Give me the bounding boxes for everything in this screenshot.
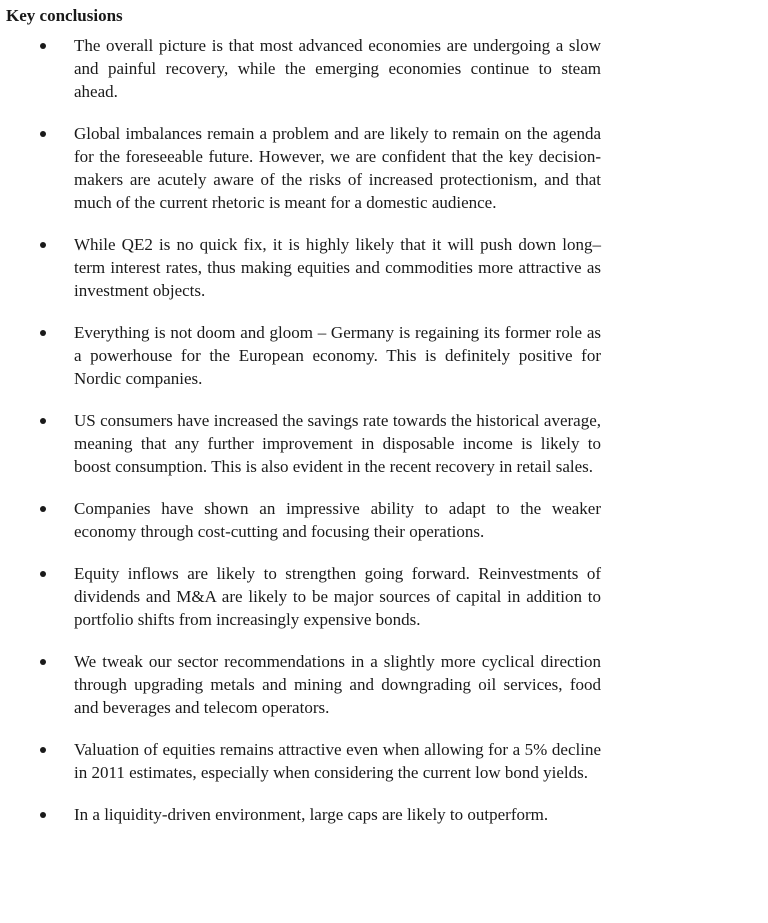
list-item-text: Equity inflows are likely to strengthen going forward. Reinvestments of dividends and M&A are likely to be major sources of capital in addition to portfolio shifts from increasingly expensive bonds. xyxy=(74,564,601,629)
list-item xyxy=(0,650,768,719)
list-item xyxy=(0,233,768,302)
conclusions-list xyxy=(0,34,768,845)
list-item-text: US consumers have increased the savings rate towards the historical average, meaning that any further improvement in disposable income is likely to boost consumption. This is also evident in the recent recovery in retail sales. xyxy=(74,411,601,476)
list-item-text: Companies have shown an impressive ability to adapt to the weaker economy through cost-cutting and focusing their operations. xyxy=(74,499,601,541)
bullet-icon xyxy=(40,330,46,336)
list-item xyxy=(0,497,768,543)
bullet-icon xyxy=(40,659,46,665)
list-item-text: We tweak our sector recommendations in a slightly more cyclical direction through upgrading metals and mining and downgrading oil services, food and beverages and telecom operators. xyxy=(74,652,601,717)
list-item-text: While QE2 is no quick fix, it is highly likely that it will push down long–term interest rates, thus making equities and commodities more attractive as investment objects. xyxy=(74,235,601,300)
bullet-icon xyxy=(40,812,46,818)
bullet-icon xyxy=(40,242,46,248)
bullet-icon xyxy=(40,506,46,512)
bullet-icon xyxy=(40,747,46,753)
list-item-text: Valuation of equities remains attractive even when allowing for a 5% decline in 2011 estimates, especially when considering the current low bond yields. xyxy=(74,740,601,782)
list-item-text: The overall picture is that most advanced economies are undergoing a slow and painful recovery, while the emerging economies continue to steam ahead. xyxy=(74,36,601,101)
list-item-text: Global imbalances remain a problem and are likely to remain on the agenda for the foreseeable future. However, we are confident that the key decision-makers are acutely aware of the risks of increased protectionism, and that much of the current rhetoric is meant for a domestic audience. xyxy=(74,124,601,212)
bullet-icon xyxy=(40,571,46,577)
bullet-icon xyxy=(40,418,46,424)
list-item xyxy=(0,321,768,390)
bullet-icon xyxy=(40,131,46,137)
bullet-icon xyxy=(40,43,46,49)
list-item xyxy=(0,122,768,214)
list-item xyxy=(0,562,768,631)
list-item xyxy=(0,803,768,826)
list-item xyxy=(0,34,768,103)
list-item-text: In a liquidity-driven environment, large caps are likely to outperform. xyxy=(74,805,549,824)
list-item xyxy=(0,738,768,784)
list-item xyxy=(0,409,768,478)
list-item-text: Everything is not doom and gloom – Germany is regaining its former role as a powerhouse for the European economy. This is definitely positive for Nordic companies. xyxy=(74,323,601,388)
section-heading: Key conclusions xyxy=(6,6,123,25)
